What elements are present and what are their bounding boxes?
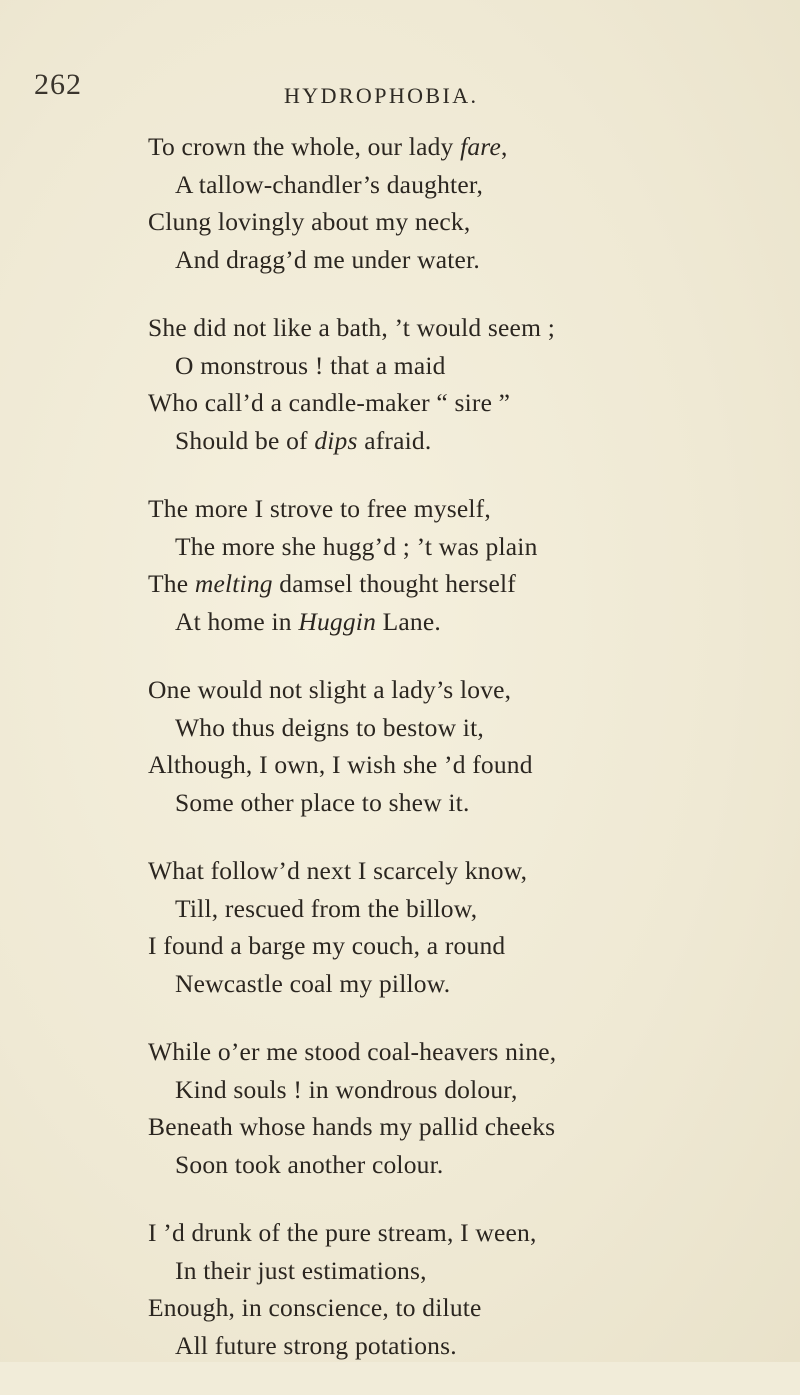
stanza — [148, 128, 788, 278]
poem-line: In their just estimations, — [175, 1255, 427, 1285]
poem-line: A tallow-chandler’s daughter, — [175, 169, 484, 199]
stanza — [148, 671, 788, 821]
poem-line: And dragg’d me under water. — [175, 244, 480, 274]
poem-line: Although, I own, I wish she ’d found — [148, 750, 533, 779]
poem-line: At home in Huggin Lane. — [175, 606, 441, 636]
poem-line: One would not slight a lady’s love, — [148, 675, 512, 704]
running-head: HYDROPHOBIA. — [284, 83, 479, 108]
poem-line: I found a barge my couch, a round — [148, 931, 506, 960]
poem-line: All future strong potations. — [175, 1330, 457, 1360]
poem-line: What follow’d next I scarcely know, — [148, 856, 528, 885]
poem-line: Enough, in conscience, to dilute — [148, 1293, 482, 1322]
poem-line: Who call’d a candle-maker “ sire ” — [148, 388, 511, 417]
poem-line: The more I strove to free myself, — [148, 494, 491, 523]
page-number: 262 — [34, 68, 82, 101]
poem-line: Should be of dips afraid. — [175, 425, 432, 455]
poem-line: The more she hugg’d ; ’t was plain — [175, 531, 538, 561]
poem-line: To crown the whole, our lady fare, — [148, 132, 508, 161]
poem-line: Who thus deigns to bestow it, — [175, 712, 484, 742]
poem-line: The melting damsel thought herself — [148, 569, 516, 598]
poem-line: O monstrous ! that a maid — [175, 350, 446, 380]
stanza — [148, 309, 788, 459]
poem-line: Clung lovingly about my neck, — [148, 207, 471, 236]
poem-line: Beneath whose hands my pallid cheeks — [148, 1112, 556, 1141]
poem-line: While o’er me stood coal-heavers nine, — [148, 1037, 557, 1066]
poem-line: Till, rescued from the billow, — [175, 893, 478, 923]
poem-line: Some other place to shew it. — [175, 787, 470, 817]
stanza — [148, 852, 788, 1002]
poem-line: She did not like a bath, ’t would seem ; — [148, 313, 555, 342]
poem — [148, 128, 788, 1395]
stanza — [148, 1033, 788, 1183]
poem-line: Soon took another colour. — [175, 1149, 444, 1179]
poem-line: I ’d drunk of the pure stream, I ween, — [148, 1218, 537, 1247]
stanza — [148, 1214, 788, 1364]
poem-line: Kind souls ! in wondrous dolour, — [175, 1074, 518, 1104]
poem-line: Newcastle coal my pillow. — [175, 968, 451, 998]
stanza — [148, 490, 788, 640]
